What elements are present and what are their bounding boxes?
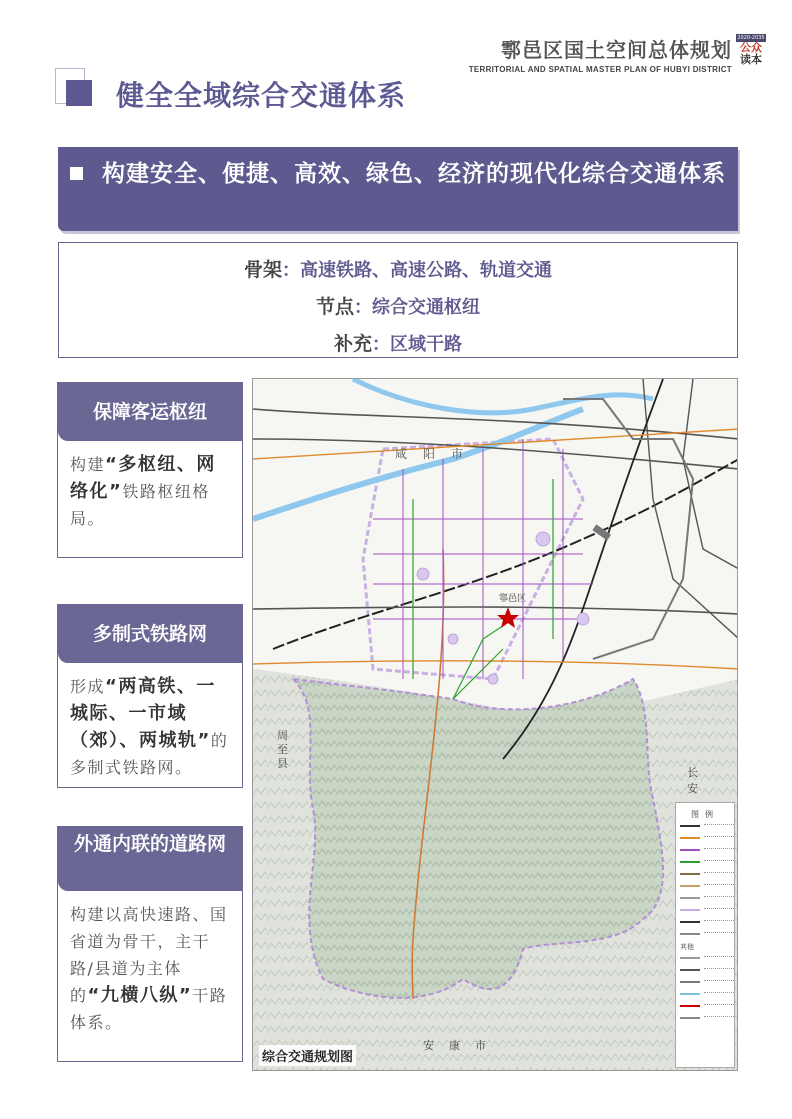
goal-banner: [58, 147, 738, 231]
label-changan: 长安: [687, 766, 698, 795]
card-text-pre: 形成: [70, 677, 106, 696]
framework-colon: ：: [354, 297, 372, 318]
legend-row: [676, 1012, 734, 1024]
framework-row-backbone: [59, 255, 737, 282]
legend-label-placeholder: [704, 836, 734, 840]
legend-row: [676, 856, 734, 868]
legend-swatch: [680, 921, 700, 923]
legend-row: [676, 892, 734, 904]
legend-label-placeholder: [704, 1016, 734, 1020]
framework-value: 高速铁路、高速公路、轨道交通: [300, 260, 552, 281]
map-legend: [675, 802, 735, 1068]
legend-label-placeholder: [704, 932, 734, 936]
card-highlight: “九横八纵”: [87, 985, 193, 1006]
legend-swatch: [680, 825, 700, 827]
card-body: [58, 441, 242, 542]
brand-subtitle: TERRITORIAL AND SPATIAL MASTER PLAN OF HUBYI DISTRICT: [468, 65, 732, 74]
bullet-square-icon: [70, 167, 83, 180]
legend-label-placeholder: [704, 824, 734, 828]
badge-line-1: 公众: [740, 41, 762, 54]
legend-swatch: [680, 933, 700, 935]
legend-row: [676, 952, 734, 964]
card-road-network: [57, 826, 243, 1062]
framework-key: 节点: [315, 296, 354, 318]
legend-swatch: [680, 885, 700, 887]
legend-swatch: [680, 873, 700, 875]
section-title: 健全全域综合交通体系: [116, 79, 407, 112]
card-rail-network: [57, 604, 243, 788]
legend-row: [676, 976, 734, 988]
legend-label-placeholder: [704, 980, 734, 984]
legend-swatch: [680, 1005, 700, 1007]
badge-line-2: 读本: [740, 53, 762, 66]
framework-colon: ：: [282, 260, 300, 281]
label-ankang-city: 安 康 市: [423, 1039, 488, 1052]
legend-label-placeholder: [704, 992, 734, 996]
framework-value: 综合交通枢纽: [372, 297, 480, 318]
brand-block: [469, 34, 732, 74]
transport-plan-map: [252, 378, 738, 1071]
card-passenger-hub: [57, 382, 243, 558]
section-square-icon: [66, 80, 92, 106]
legend-row: [676, 988, 734, 1000]
legend-swatch: [680, 981, 700, 983]
card-text-post: 铁路枢纽格局。: [70, 482, 210, 528]
card-highlight: “两高铁、一城际、一市域（郊）、两城轨”: [70, 676, 216, 751]
framework-row-supplement: [59, 329, 737, 356]
card-title: 保障客运枢纽: [58, 383, 242, 441]
legend-row: [676, 820, 734, 832]
legend-label-placeholder: [704, 968, 734, 972]
card-title: 多制式铁路网: [58, 605, 242, 663]
legend-row: [676, 928, 734, 940]
publication-badge: [736, 34, 766, 68]
legend-row: [676, 1000, 734, 1012]
legend-label-placeholder: [704, 860, 734, 864]
legend-label-placeholder: [704, 1004, 734, 1008]
label-huyi-district: 鄠邑区: [499, 594, 527, 604]
legend-row: [676, 844, 734, 856]
card-text-post: 干路体系。: [70, 986, 228, 1032]
framework-box: [58, 242, 738, 358]
legend-label-placeholder: [704, 908, 734, 912]
legend-label-placeholder: [704, 848, 734, 852]
card-body: [58, 891, 242, 1046]
legend-label-placeholder: [704, 896, 734, 900]
legend-row: [676, 832, 734, 844]
framework-key: 骨架: [243, 259, 282, 281]
legend-other-rows: [676, 952, 734, 1024]
card-text-pre: 构建: [70, 455, 106, 474]
legend-rows: [676, 820, 734, 940]
legend-swatch: [680, 993, 700, 995]
card-title: 外通内联的道路网: [58, 827, 242, 891]
framework-value: 区域干路: [390, 334, 462, 355]
card-highlight: “多枢纽、网络化”: [70, 454, 216, 502]
legend-other-title: 其他: [680, 943, 694, 951]
legend-label-placeholder: [704, 884, 734, 888]
card-text-pre: 构建以高快速路、国省道为骨干，主干路/县道为主体的: [70, 905, 228, 1005]
legend-swatch: [680, 861, 700, 863]
badge-years: 2020-2035: [737, 35, 765, 41]
legend-swatch: [680, 969, 700, 971]
card-body: [58, 663, 242, 791]
legend-label-placeholder: [704, 920, 734, 924]
legend-title: 图例: [691, 810, 719, 819]
legend-row: [676, 868, 734, 880]
legend-row: [676, 880, 734, 892]
map-graphic: [253, 379, 738, 1071]
legend-swatch: [680, 837, 700, 839]
legend-label-placeholder: [704, 872, 734, 876]
card-text-post: 的多制式铁路网。: [70, 731, 229, 777]
brand-title: 鄠邑区国土空间总体规划: [501, 38, 732, 62]
label-zhouzhi-county: 周至县: [277, 729, 288, 770]
framework-key: 补充: [333, 333, 372, 355]
legend-swatch: [680, 897, 700, 899]
legend-row: [676, 964, 734, 976]
goal-banner-text: 构建安全、便捷、高效、绿色、经济的现代化综合交通体系: [102, 161, 726, 187]
legend-row: [676, 904, 734, 916]
legend-swatch: [680, 1017, 700, 1019]
map-caption: 综合交通规划图: [259, 1045, 356, 1066]
framework-colon: ：: [372, 334, 390, 355]
framework-row-node: [59, 292, 737, 319]
legend-row: [676, 916, 734, 928]
legend-swatch: [680, 849, 700, 851]
legend-swatch: [680, 909, 700, 911]
label-xianyang-city: 咸 阳 市: [395, 447, 466, 461]
legend-label-placeholder: [704, 956, 734, 960]
legend-swatch: [680, 957, 700, 959]
